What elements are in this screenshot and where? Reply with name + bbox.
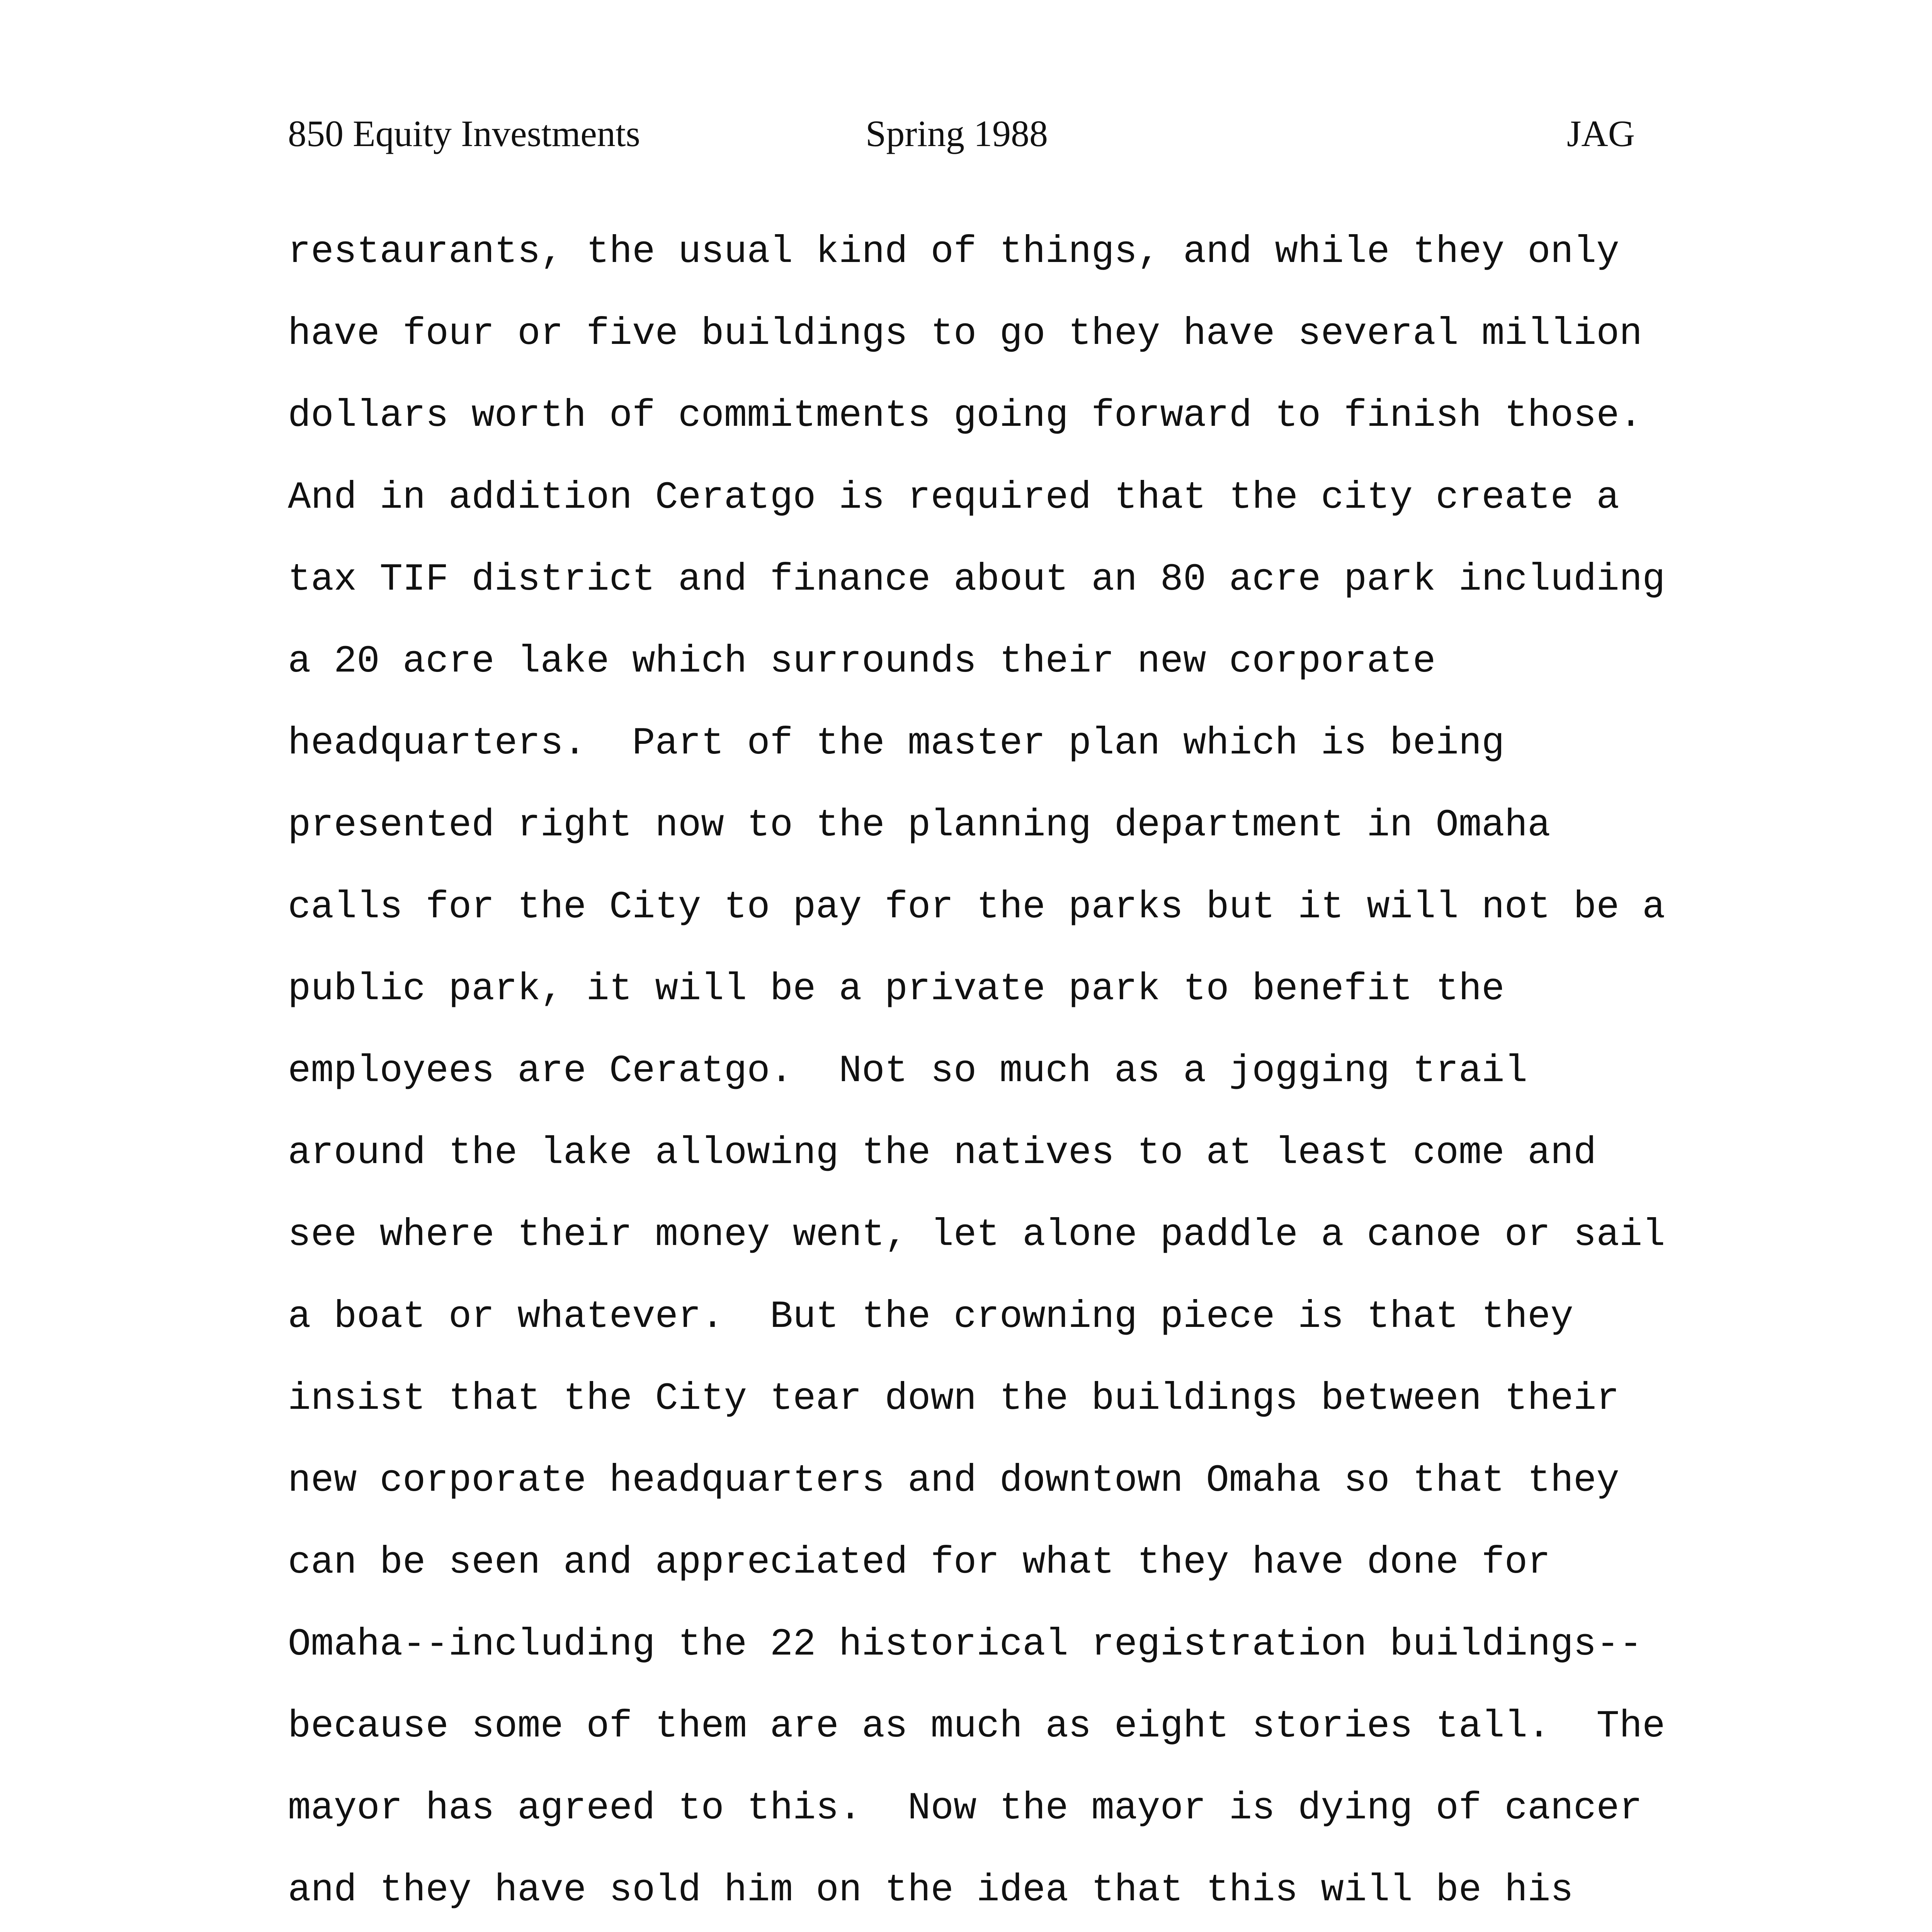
text-line: a 20 acre lake which surrounds their new corporate: [288, 640, 1436, 683]
text-line: employees are Ceratgo. Not so much as a jogging trail: [288, 1049, 1528, 1093]
text-line: a boat or whatever. But the crowning piece is that they: [288, 1295, 1573, 1338]
text-line: headquarters. Part of the master plan which is being: [288, 722, 1505, 765]
header-initials: JAG: [1567, 113, 1635, 154]
text-line: see where their money went, let alone paddle a canoe or sail: [288, 1213, 1665, 1257]
text-line: public park, it will be a private park to benefit the: [288, 968, 1505, 1011]
transcript-body: [288, 223, 1833, 1932]
text-line: insist that the City tear down the buildings between their: [288, 1377, 1619, 1420]
text-line: dollars worth of commitments going forward to finish those.: [288, 394, 1643, 437]
text-line: and they have sold him on the idea that this will be his: [288, 1869, 1573, 1912]
text-line: have four or five buildings to go they have several million: [288, 312, 1643, 355]
text-line: because some of them are as much as eight stories tall. The: [288, 1705, 1665, 1748]
text-line: presented right now to the planning department in Omaha: [288, 804, 1551, 847]
text-line: mayor has agreed to this. Now the mayor is dying of cancer: [288, 1787, 1643, 1830]
page-header: [0, 112, 1932, 166]
text-line: new corporate headquarters and downtown Omaha so that they: [288, 1459, 1619, 1502]
header-course: 850 Equity Investments: [288, 113, 640, 154]
header-term: Spring 1988: [866, 113, 1048, 154]
text-line: tax TIF district and finance about an 80 acre park including: [288, 558, 1665, 601]
text-line: And in addition Ceratgo is required that the city create a: [288, 476, 1619, 519]
text-line: around the lake allowing the natives to at least come and: [288, 1131, 1597, 1175]
text-line: Omaha--including the 22 historical registration buildings--: [288, 1623, 1643, 1666]
text-line: can be seen and appreciated for what they have done for: [288, 1541, 1551, 1584]
text-line: calls for the City to pay for the parks but it will not be a: [288, 886, 1665, 929]
text-line: restaurants, the usual kind of things, and while they only: [288, 230, 1619, 274]
